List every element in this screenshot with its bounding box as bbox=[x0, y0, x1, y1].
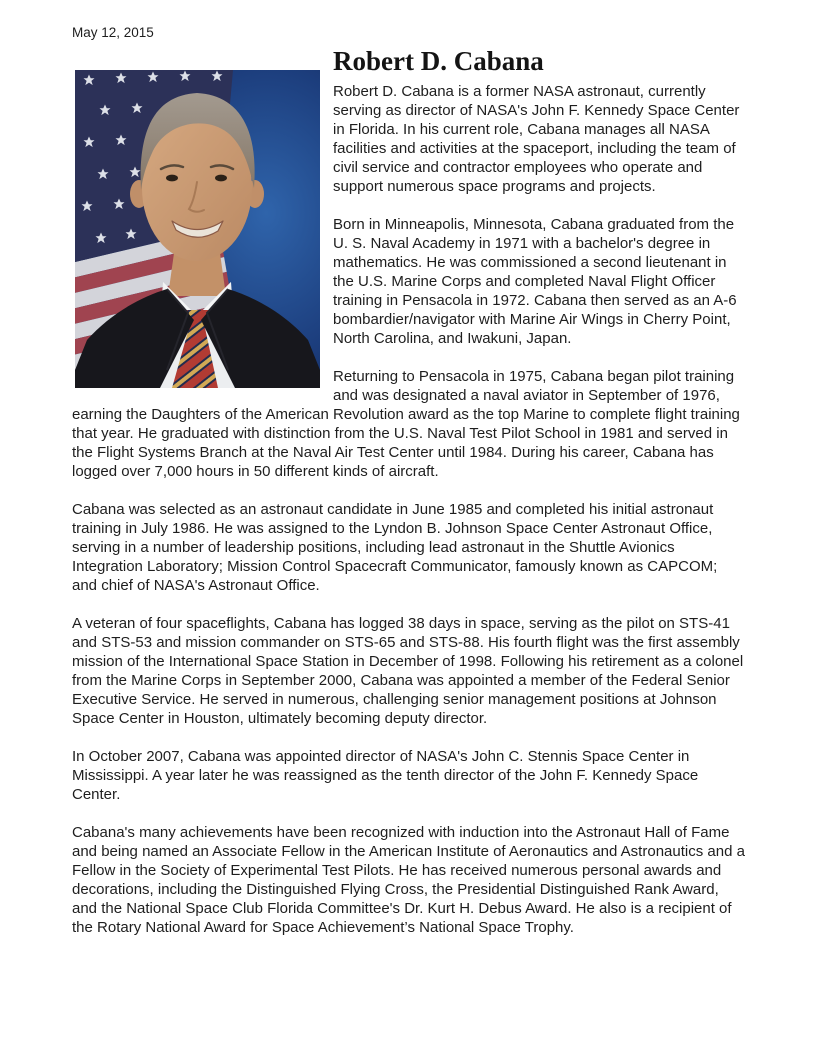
eye-right bbox=[215, 175, 227, 182]
paragraph-astronaut-selection: Cabana was selected as an astronaut candidate in June 1985 and completed his initial astronaut training in July 1986. He was assigned to the Lyndon B. Johnson Space Center Astronaut Office, serving in a number of leadership positions, including lead astronaut in the Shuttle Avionics Integration Laboratory; Mission Control Spacecraft Communicator, famously known as CAPCOM; and chief of NASA's Astronaut Office. bbox=[72, 501, 718, 594]
paragraph-early-life: Born in Minneapolis, Minnesota, Cabana graduated from the U. S. Naval Academy in 1971 with a bachelor's degree in mathematics. He was commissioned a second lieutenant in the U.S. Marine Corps and completed Naval Flight Officer training in Pensacola in 1972. Cabana then served as an A-6 bombardier/navigator with Marine Air Wings in Cherry Point, North Carolina, and Iwakuni, Japan. bbox=[333, 216, 737, 347]
paragraph-director-appointments: In October 2007, Cabana was appointed director of NASA's John C. Stennis Space Center in Mississippi. A year later he was reassigned as the tenth director of the John F. Kennedy Space Center. bbox=[72, 748, 699, 803]
paragraph-spaceflights: A veteran of four spaceflights, Cabana has logged 38 days in space, serving as the pilot on STS-41 and STS-53 and mission commander on STS-65 and STS-88. His fourth flight was the first assembly mission of the International Space Station in December of 1998. Following his retirement as a colonel from the Marine Corps in September 2000, Cabana was appointed a member of the Federal Senior Executive Service. He served in numerous, challenging senior management positions at Johnson Space Center in Houston, ultimately becoming deputy director. bbox=[72, 615, 744, 727]
paragraph-awards: Cabana's many achievements have been recognized with induction into the Astronaut Hall of Fame and being named an Associate Fellow in the American Institute of Aeronautics and Astronautics and a Fellow in the Society of Experimental Test Pilots. He has received numerous personal awards and decorations, including the Distinguished Flying Cross, the Presidential Distinguished Rank Award, and the National Space Club Florida Committee's Dr. Kurt H. Debus Award. He also is a recipient of the Rotary National Award for Space Achievement’s National Space Trophy. bbox=[72, 824, 745, 936]
page-title: Robert D. Cabana bbox=[333, 46, 544, 76]
article-body bbox=[72, 47, 745, 937]
document-date: May 12, 2015 bbox=[72, 25, 154, 40]
paragraph-pilot-training: Returning to Pensacola in 1975, Cabana began pilot training and was designated a naval aviator in September of 1976, earning the Daughters of the American Revolution award as the top Marine to complete flight training that year. He graduated with distinction from the U.S. Naval Test Pilot School in 1981 and served in the Flight Systems Branch at the Naval Air Test Center until 1984. During his career, Cabana has logged over 7,000 hours in 50 different kinds of aircraft. bbox=[72, 368, 740, 480]
eye-left bbox=[166, 175, 178, 182]
portrait-photo bbox=[75, 70, 320, 388]
portrait-illustration bbox=[75, 70, 320, 388]
paragraph-intro: Robert D. Cabana is a former NASA astronaut, currently serving as director of NASA's John F. Kennedy Space Center in Florida. In his current role, Cabana manages all NASA facilities and activities at the spaceport, including the team of civil service and contractor employees who operate and support numerous space programs and projects. bbox=[333, 83, 740, 195]
